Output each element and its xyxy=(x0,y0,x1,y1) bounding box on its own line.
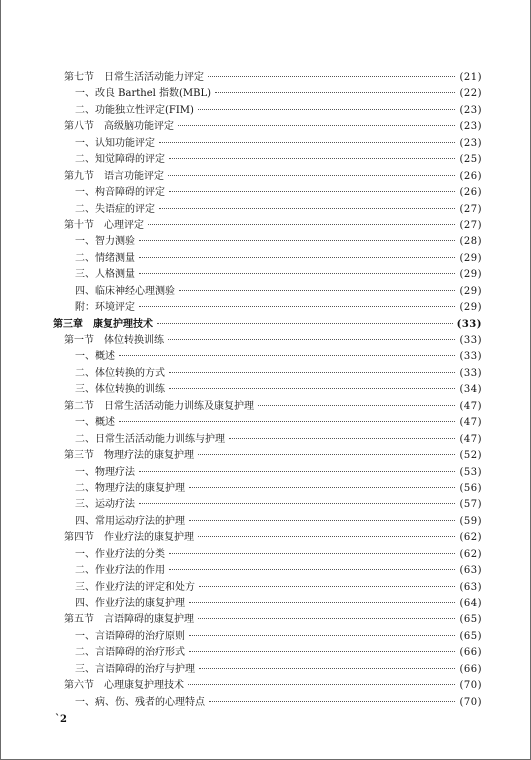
toc-subsection-row xyxy=(53,645,482,661)
toc-entry-title: 一、认知功能评定 xyxy=(75,137,155,149)
toc-entry-page: (62) xyxy=(459,532,482,544)
dot-leader xyxy=(139,273,455,274)
toc-entry-title: 三、言语障碍的治疗与护理 xyxy=(75,663,195,675)
toc-entry-page: (34) xyxy=(459,384,482,396)
dot-leader xyxy=(179,290,455,291)
dot-leader xyxy=(148,224,455,225)
toc-entry-page: (23) xyxy=(459,121,482,133)
dot-leader xyxy=(189,635,455,636)
dot-leader xyxy=(169,158,455,159)
toc-subsection-row xyxy=(53,267,482,283)
toc-entry-page: (70) xyxy=(459,696,482,708)
toc-subsection-row xyxy=(53,251,482,267)
dot-leader xyxy=(169,569,455,570)
toc-entry-page: (29) xyxy=(459,285,482,297)
toc-entry-page: (63) xyxy=(459,581,482,593)
dot-leader xyxy=(139,306,455,307)
toc-entry-title: 一、概述 xyxy=(75,417,115,429)
toc-subsection-row xyxy=(53,514,482,530)
dot-leader xyxy=(169,372,455,373)
toc-entry-title: 二、失语症的评定 xyxy=(75,203,155,215)
dot-leader xyxy=(139,240,455,241)
dot-leader xyxy=(168,339,455,340)
toc-entry-page: (26) xyxy=(459,170,482,182)
toc-subsection-row xyxy=(53,596,482,612)
toc-entry-page: (66) xyxy=(459,663,482,675)
toc-subsection-row xyxy=(53,366,482,382)
toc-entry-title: 四、临床神经心理测验 xyxy=(75,285,175,297)
toc-entry-page: (47) xyxy=(459,400,482,412)
toc-entry-title: 第五节 言语障碍的康复护理 xyxy=(64,614,194,626)
toc-entry-title: 第二节 日常生活活动能力训练及康复护理 xyxy=(64,400,254,412)
dot-leader xyxy=(139,257,455,258)
toc-entry-page: (52) xyxy=(459,450,482,462)
toc-entry-title: 第八节 高级脑功能评定 xyxy=(64,121,174,133)
toc-entry-page: (29) xyxy=(459,269,482,281)
toc-entry-title: 一、概述 xyxy=(75,351,115,363)
dot-leader xyxy=(198,454,455,455)
toc-entry-page: (47) xyxy=(459,417,482,429)
dot-leader xyxy=(215,92,455,93)
toc-entry-title: 一、智力测验 xyxy=(75,236,135,248)
dot-leader xyxy=(229,438,455,439)
toc-entry-page: (33) xyxy=(459,335,482,346)
dot-leader xyxy=(157,323,453,324)
toc-entry-title: 一、病、伤、残者的心理特点 xyxy=(75,696,205,708)
toc-subsection-row xyxy=(53,152,482,168)
toc-entry-title: 第三章 康复护理技术 xyxy=(53,318,153,330)
toc-subsection-row xyxy=(53,481,482,497)
toc-entry-page: (26) xyxy=(459,187,482,199)
toc-entry-title: 二、情绪测量 xyxy=(75,252,135,264)
dot-leader xyxy=(199,668,455,669)
dot-leader xyxy=(119,421,455,422)
toc-entry-page: (47) xyxy=(459,433,482,445)
dot-leader xyxy=(139,471,455,472)
toc-entry-title: 二、知觉障碍的评定 xyxy=(75,154,165,166)
toc-entry-page: (56) xyxy=(459,482,482,494)
toc-entry-title: 一、构音障碍的评定 xyxy=(75,187,165,199)
dot-leader xyxy=(169,553,455,554)
toc-subsection-row xyxy=(53,432,482,448)
toc-entry-page: (53) xyxy=(459,466,482,478)
toc-section-row xyxy=(53,448,482,464)
toc-entry-page: (70) xyxy=(459,680,482,692)
toc-entry-title: 三、运动疗法 xyxy=(75,499,135,511)
toc-entry-page: (57) xyxy=(459,499,482,511)
toc-entry-title: 一、作业疗法的分类 xyxy=(75,548,165,560)
dot-leader xyxy=(119,355,455,356)
toc-subsection-row xyxy=(53,629,482,645)
toc-subsection-row xyxy=(53,136,482,152)
toc-entry-title: 第九节 语言功能评定 xyxy=(64,170,164,182)
toc-entry-page: (23) xyxy=(459,104,482,116)
dot-leader xyxy=(199,586,455,587)
toc-entry-title: 二、体位转换的方式 xyxy=(75,367,165,379)
toc-subsection-row xyxy=(53,497,482,513)
page-number: `2 xyxy=(55,714,67,725)
dot-leader xyxy=(209,701,455,702)
toc-entry-page: (27) xyxy=(459,203,482,215)
dot-leader xyxy=(198,109,456,110)
toc-subsection-row xyxy=(53,662,482,678)
toc-subsection-row xyxy=(53,103,482,119)
dot-leader xyxy=(208,76,455,77)
toc-entry-page: (65) xyxy=(459,614,482,626)
toc-entry-page: (66) xyxy=(459,647,482,659)
dot-leader xyxy=(258,405,455,406)
toc-section-row xyxy=(53,399,482,415)
toc-entry-title: 第四节 作业疗法的康复护理 xyxy=(64,532,194,544)
toc-section-row xyxy=(53,119,482,135)
toc-chapter-row xyxy=(53,317,482,333)
dot-leader xyxy=(198,618,455,619)
toc-section-row xyxy=(53,169,482,185)
toc-entry-page: (23) xyxy=(459,137,482,149)
table-of-contents xyxy=(53,70,482,711)
toc-entry-title: 三、人格测量 xyxy=(75,269,135,281)
toc-section-row xyxy=(53,218,482,234)
toc-subsection-row xyxy=(53,563,482,579)
toc-entry-title: 第一节 体位转换训练 xyxy=(64,335,164,346)
toc-subsection-row xyxy=(53,86,482,102)
toc-entry-page: (29) xyxy=(459,302,482,314)
toc-subsection-row xyxy=(53,580,482,596)
toc-entry-page: (63) xyxy=(459,565,482,577)
toc-subsection-row xyxy=(53,547,482,563)
dot-leader xyxy=(159,208,455,209)
toc-subsection-row xyxy=(53,465,482,481)
toc-entry-title: 第十节 心理评定 xyxy=(64,219,144,231)
toc-entry-page: (33) xyxy=(456,318,482,330)
dot-leader xyxy=(178,125,455,126)
toc-entry-page: (22) xyxy=(459,88,482,100)
toc-entry-title: 第三节 物理疗法的康复护理 xyxy=(64,450,194,462)
toc-subsection-row xyxy=(53,284,482,300)
toc-section-row xyxy=(53,678,482,694)
dot-leader xyxy=(189,520,455,521)
toc-entry-page: (65) xyxy=(459,630,482,642)
toc-entry-title: 二、功能独立性评定(FIM) xyxy=(75,104,194,116)
toc-subsection-row xyxy=(53,349,482,365)
dot-leader xyxy=(139,503,455,504)
toc-entry-title: 二、日常生活活动能力训练与护理 xyxy=(75,433,225,445)
toc-entry-page: (29) xyxy=(459,252,482,264)
toc-subsection-row xyxy=(53,185,482,201)
toc-entry-title: 二、作业疗法的作用 xyxy=(75,565,165,577)
dot-leader xyxy=(189,487,455,488)
toc-entry-title: 二、言语障碍的治疗形式 xyxy=(75,647,185,659)
toc-entry-page: (25) xyxy=(459,154,482,166)
toc-entry-title: 一、言语障碍的治疗原则 xyxy=(75,630,185,642)
toc-subsection-row xyxy=(53,202,482,218)
toc-entry-title: 三、体位转换的训练 xyxy=(75,384,165,396)
dot-leader xyxy=(159,142,455,143)
toc-entry-page: (21) xyxy=(459,72,482,83)
toc-entry-page: (33) xyxy=(459,367,482,379)
dot-leader xyxy=(169,388,455,389)
toc-section-row xyxy=(53,333,482,349)
toc-entry-title: 四、作业疗法的康复护理 xyxy=(75,598,185,609)
toc-entry-title: 一、改良 Barthel 指数(MBL) xyxy=(75,88,212,100)
toc-section-row xyxy=(53,70,482,86)
toc-entry-title: 第六节 心理康复护理技术 xyxy=(64,680,184,692)
toc-section-row xyxy=(53,612,482,628)
toc-entry-page: (28) xyxy=(459,236,482,248)
toc-section-row xyxy=(53,530,482,546)
dot-leader xyxy=(189,651,455,652)
dot-leader xyxy=(198,536,455,537)
toc-entry-page: (64) xyxy=(459,598,482,609)
toc-entry-title: 一、物理疗法 xyxy=(75,466,135,478)
toc-subsection-row xyxy=(53,234,482,250)
toc-entry-page: (27) xyxy=(459,219,482,231)
toc-entry-page: (33) xyxy=(459,351,482,363)
toc-entry-title: 附：环境评定 xyxy=(75,302,135,314)
dot-leader xyxy=(169,191,455,192)
dot-leader xyxy=(188,684,455,685)
toc-entry-title: 四、常用运动疗法的护理 xyxy=(75,515,185,527)
toc-entry-title: 二、物理疗法的康复护理 xyxy=(75,482,185,494)
toc-entry-title: 第七节 日常生活活动能力评定 xyxy=(64,72,204,83)
toc-subsection-row xyxy=(53,382,482,398)
toc-entry-title: 三、作业疗法的评定和处方 xyxy=(75,581,195,593)
toc-subsection-row xyxy=(53,695,482,711)
toc-subsection-row xyxy=(53,415,482,431)
dot-leader xyxy=(189,602,455,603)
toc-subsection-row xyxy=(53,300,482,316)
dot-leader xyxy=(168,175,455,176)
toc-entry-page: (59) xyxy=(459,515,482,527)
toc-entry-page: (62) xyxy=(459,548,482,560)
